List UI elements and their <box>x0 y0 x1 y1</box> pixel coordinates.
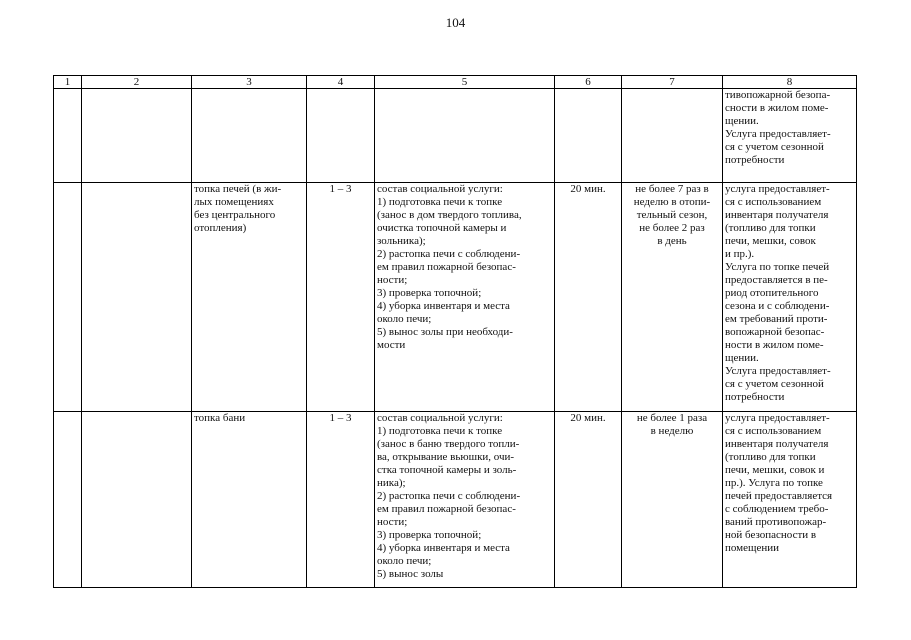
cell-line: ем правил пожарной безопас- <box>377 261 516 273</box>
cell-conditions <box>723 183 857 412</box>
cell-description <box>375 412 555 588</box>
table-row-continuation <box>54 89 857 183</box>
cell-line: 5) вынос золы при необходи- <box>377 326 513 338</box>
cell-empty <box>82 183 192 412</box>
cell-line: 1) подготовка печи к топке <box>377 425 503 437</box>
page-number: 104 <box>445 15 466 30</box>
cell-line: 2) растопка печи с соблюдени- <box>377 248 521 260</box>
cell-empty <box>307 89 375 183</box>
cell-line: потребности <box>725 154 785 166</box>
cell-line: топка бани <box>194 412 246 424</box>
cell-frequency <box>622 183 723 412</box>
cell-empty <box>54 412 82 588</box>
cell-line: ности; <box>377 274 408 286</box>
cell-line: ся с использованием <box>725 425 822 437</box>
cell-line: (топливо для топки <box>725 451 816 463</box>
cell-conditions <box>723 412 857 588</box>
cell-empty <box>622 89 723 183</box>
table-row-stove-heating <box>54 183 857 412</box>
cell-line: тельный сезон, <box>636 209 708 221</box>
cell-line: ника); <box>377 477 406 489</box>
cell-line: услуга предоставляет- <box>725 183 830 195</box>
cell-line: отопления) <box>194 222 247 234</box>
cell-line: ся с учетом сезонной <box>725 378 824 390</box>
cell-line: в день <box>657 235 687 247</box>
cell-line: неделю в отопи- <box>633 196 711 208</box>
header-col-4: 4 <box>307 76 375 89</box>
cell-line: не более 1 раза <box>636 412 708 424</box>
cell-line: пр.). Услуга по топке <box>725 477 823 489</box>
header-col-5: 5 <box>375 76 555 89</box>
cell-line: не более 2 раз <box>639 222 705 234</box>
cell-line: ем требований проти- <box>725 313 828 325</box>
cell-line: ся с учетом сезонной <box>725 141 824 153</box>
services-table <box>53 75 857 588</box>
cell-lines <box>725 183 854 404</box>
cell-line: 4) уборка инвентаря и места <box>377 542 510 554</box>
cell-line: вопожарной безопас- <box>725 326 825 338</box>
cell-line: потребности <box>725 391 785 403</box>
cell-line: не более 7 раз в <box>635 183 709 195</box>
cell-line: Услуга предоставляет- <box>725 365 831 377</box>
cell-lines <box>377 412 552 581</box>
cell-service-name <box>192 183 307 412</box>
cell-line: печей предоставляется <box>725 490 833 502</box>
cell-line: Услуга предоставляет- <box>725 128 831 140</box>
cell-line: инвентаря получателя <box>725 209 829 221</box>
cell-line: щении. <box>725 115 759 127</box>
cell-line: ваний противопожар- <box>725 516 827 528</box>
cell-line: печи, мешки, совок <box>725 235 816 247</box>
cell-line: (занос в баню твердого топли- <box>377 438 520 450</box>
cell-line: 1) подготовка печи к топке <box>377 196 503 208</box>
cell-empty <box>82 89 192 183</box>
cell-conditions <box>723 89 857 183</box>
cell-line: помещении <box>725 542 780 554</box>
cell-line: печи, мешки, совок и <box>725 464 825 476</box>
cell-line: сезона и с соблюдени- <box>725 300 830 312</box>
cell-line: 3) проверка топочной; <box>377 287 482 299</box>
cell-lines <box>194 183 304 235</box>
cell-frequency <box>622 412 723 588</box>
cell-line: 4) уборка инвентаря и места <box>377 300 510 312</box>
header-row <box>54 76 857 89</box>
cell-line: стка топочной камеры и золь- <box>377 464 517 476</box>
cell-lines <box>194 412 304 425</box>
cell-lines <box>377 183 552 352</box>
cell-line: ся с использованием <box>725 196 822 208</box>
cell-line: инвентаря получателя <box>725 438 829 450</box>
cell-line: (занос в дом твердого топлива, <box>377 209 522 221</box>
cell-line: тивопожарной безопа- <box>725 89 831 101</box>
cell-line: состав социальной услуги: <box>377 183 503 195</box>
cell-line: 5) вынос золы <box>377 568 444 580</box>
cell-line: 3) проверка топочной; <box>377 529 482 541</box>
header-col-2: 2 <box>82 76 192 89</box>
header-col-6: 6 <box>555 76 622 89</box>
cell-line: очистка топочной камеры и <box>377 222 507 234</box>
header-col-8: 8 <box>723 76 857 89</box>
cell-line: 2) растопка печи с соблюдени- <box>377 490 521 502</box>
cell-lines <box>624 412 720 438</box>
cell-lines <box>624 183 720 248</box>
cell-lines <box>725 89 854 167</box>
cell-empty <box>555 89 622 183</box>
cell-line: и пр.). <box>725 248 755 260</box>
cell-line: ности; <box>377 516 408 528</box>
cell-line: мости <box>377 339 406 351</box>
cell-empty <box>192 89 307 183</box>
cell-line: ва, открывание вьюшки, очи- <box>377 451 515 463</box>
cell-line: с соблюдением требо- <box>725 503 829 515</box>
cell-line: ности в жилом поме- <box>725 339 824 351</box>
cell-empty <box>54 183 82 412</box>
cell-empty <box>375 89 555 183</box>
cell-line: риод отопительного <box>725 287 819 299</box>
cell-empty <box>82 412 192 588</box>
cell-line: зольника); <box>377 235 426 247</box>
cell-line: предоставляется в пе- <box>725 274 828 286</box>
cell-category: 1 – 3 <box>307 412 375 588</box>
cell-line: ем правил пожарной безопас- <box>377 503 516 515</box>
cell-category: 1 – 3 <box>307 183 375 412</box>
cell-service-name <box>192 412 307 588</box>
cell-description <box>375 183 555 412</box>
header-col-1: 1 <box>54 76 82 89</box>
cell-line: (топливо для топки <box>725 222 816 234</box>
cell-line: топка печей (в жи- <box>194 183 282 195</box>
cell-line: Услуга по топке печей <box>725 261 830 273</box>
cell-duration: 20 мин. <box>555 183 622 412</box>
cell-line: без центрального <box>194 209 276 221</box>
cell-duration: 20 мин. <box>555 412 622 588</box>
cell-line: ной безопасности в <box>725 529 817 541</box>
cell-line: сности в жилом поме- <box>725 102 829 114</box>
header-col-7: 7 <box>622 76 723 89</box>
cell-line: состав социальной услуги: <box>377 412 503 424</box>
header-col-3: 3 <box>192 76 307 89</box>
cell-line: услуга предоставляет- <box>725 412 830 424</box>
cell-line: в неделю <box>650 425 694 437</box>
cell-line: около печи; <box>377 313 432 325</box>
table-row-bath-heating <box>54 412 857 588</box>
cell-lines <box>725 412 854 555</box>
cell-line: лых помещениях <box>194 196 274 208</box>
cell-empty <box>54 89 82 183</box>
cell-line: щении. <box>725 352 759 364</box>
cell-line: около печи; <box>377 555 432 567</box>
